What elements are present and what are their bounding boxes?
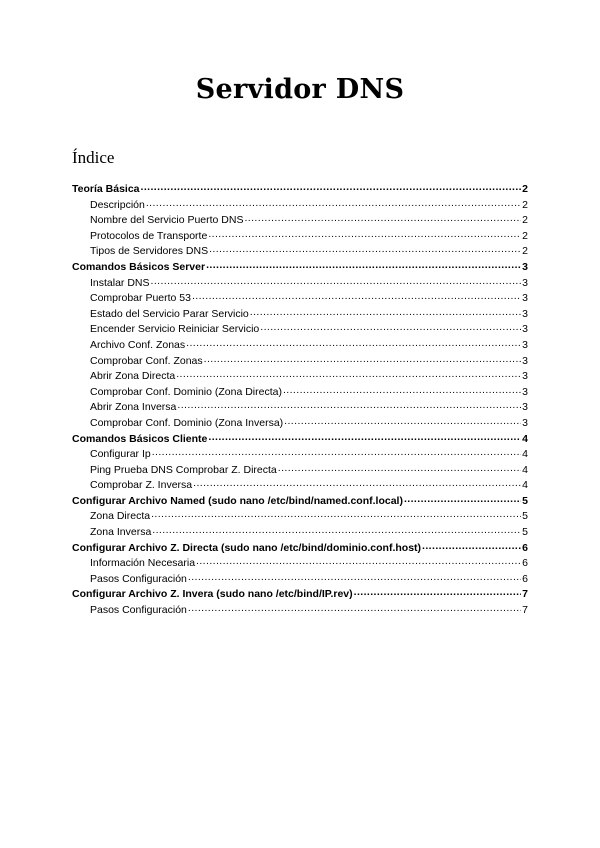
- toc-dot-leader: [206, 258, 521, 270]
- toc-subsection-link[interactable]: [72, 461, 528, 477]
- toc-page-number: 5: [522, 526, 528, 539]
- toc-dot-leader: [250, 305, 521, 317]
- toc-dot-leader: [354, 585, 522, 597]
- toc-subsection-link[interactable]: [72, 211, 528, 227]
- toc-page-number: 2: [522, 183, 528, 195]
- toc-entry-label: Información Necesaria: [90, 557, 196, 570]
- toc-entry-label: Configurar Archivo Z. Directa (sudo nano /etc/bind/dominio.conf.host): [72, 541, 422, 554]
- toc-subsection-link[interactable]: [72, 601, 528, 617]
- toc-section-link[interactable]: [72, 585, 528, 601]
- toc-page-number: 3: [522, 260, 528, 273]
- toc-entry-label: Comprobar Z. Inversa: [90, 479, 193, 492]
- toc-dot-leader: [283, 383, 521, 395]
- toc-dot-leader: [152, 445, 521, 457]
- toc-dot-leader: [208, 227, 521, 239]
- toc-page-number: 3: [522, 416, 528, 429]
- table-of-contents: [72, 180, 528, 617]
- toc-dot-leader: [208, 430, 521, 442]
- toc-subsection-link[interactable]: [72, 398, 528, 414]
- toc-dot-leader: [284, 414, 521, 426]
- toc-dot-leader: [188, 570, 521, 582]
- toc-subsection-link[interactable]: [72, 352, 528, 368]
- toc-dot-leader: [177, 398, 521, 410]
- toc-subsection-link[interactable]: [72, 289, 528, 305]
- toc-page-number: 6: [522, 541, 528, 554]
- toc-dot-leader: [260, 320, 521, 332]
- toc-entry-label: Zona Inversa: [90, 526, 152, 539]
- toc-entry-label: Abrir Zona Inversa: [90, 401, 177, 414]
- toc-page-number: 4: [522, 448, 528, 461]
- toc-entry-label: Comprobar Conf. Dominio (Zona Directa): [90, 385, 282, 398]
- toc-page-number: 7: [522, 604, 528, 617]
- toc-dot-leader: [209, 242, 521, 254]
- toc-section-link[interactable]: [72, 539, 528, 555]
- toc-entry-label: Archivo Conf. Zonas: [90, 338, 186, 351]
- toc-subsection-link[interactable]: [72, 554, 528, 570]
- toc-page-number: 5: [522, 510, 528, 523]
- toc-entry-label: Comprobar Puerto 53: [90, 292, 191, 305]
- toc-entry-label: Encender Servicio Reiniciar Servicio: [90, 323, 260, 336]
- toc-page-number: 4: [522, 432, 528, 445]
- toc-dot-leader: [151, 274, 522, 286]
- toc-entry-label: Tipos de Servidores DNS: [90, 245, 209, 258]
- toc-subsection-link[interactable]: [72, 242, 528, 258]
- toc-entry-label: Zona Directa: [90, 510, 151, 523]
- toc-page-number: 4: [522, 479, 528, 492]
- toc-entry-label: Configurar Ip: [90, 448, 151, 461]
- toc-dot-leader: [176, 367, 521, 379]
- toc-entry-label: Pasos Configuración: [90, 604, 187, 617]
- toc-page-number: 3: [522, 323, 528, 336]
- toc-entry-label: Comandos Básicos Cliente: [72, 432, 208, 445]
- toc-subsection-link[interactable]: [72, 336, 528, 352]
- toc-entry-label: Descripción: [90, 198, 145, 211]
- toc-dot-leader: [244, 211, 521, 223]
- document-title: Servidor DNS: [195, 74, 405, 105]
- toc-dot-leader: [192, 289, 521, 301]
- toc-page-number: 3: [522, 370, 528, 383]
- toc-page-number: 3: [522, 276, 528, 289]
- toc-entry-label: Ping Prueba DNS Comprobar Z. Directa: [90, 463, 277, 476]
- toc-page-number: 3: [522, 338, 528, 351]
- toc-subsection-link[interactable]: [72, 196, 528, 212]
- toc-entry-label: Teoría Básica: [72, 183, 140, 195]
- toc-page-number: 3: [522, 307, 528, 320]
- toc-dot-leader: [204, 352, 522, 364]
- toc-subsection-link[interactable]: [72, 445, 528, 461]
- index-heading: Índice: [72, 148, 115, 167]
- toc-entry-label: Comandos Básicos Server: [72, 260, 206, 273]
- toc-dot-leader: [196, 554, 521, 566]
- toc-page-number: 6: [522, 572, 528, 585]
- toc-entry-label: Nombre del Servicio Puerto DNS: [90, 214, 244, 227]
- toc-subsection-link[interactable]: [72, 367, 528, 383]
- toc-section-link[interactable]: [72, 492, 528, 508]
- toc-entry-label: Comprobar Conf. Zonas: [90, 354, 203, 367]
- toc-dot-leader: [141, 180, 522, 192]
- toc-page-number: 3: [522, 385, 528, 398]
- toc-dot-leader: [404, 492, 521, 504]
- toc-page-number: 5: [522, 494, 528, 507]
- toc-entry-label: Estado del Servicio Parar Servicio: [90, 307, 249, 320]
- toc-page-number: 6: [522, 557, 528, 570]
- toc-page-number: 2: [522, 198, 528, 211]
- toc-dot-leader: [278, 461, 521, 473]
- toc-page-number: 3: [522, 354, 528, 367]
- toc-subsection-link[interactable]: [72, 476, 528, 492]
- toc-entry-label: Protocolos de Transporte: [90, 229, 208, 242]
- toc-page-number: 2: [522, 245, 528, 258]
- toc-subsection-link[interactable]: [72, 383, 528, 399]
- toc-dot-leader: [422, 539, 521, 551]
- toc-section-link[interactable]: [72, 180, 528, 196]
- toc-dot-leader: [152, 523, 521, 535]
- toc-entry-label: Comprobar Conf. Dominio (Zona Inversa): [90, 416, 284, 429]
- toc-dot-leader: [151, 507, 521, 519]
- toc-dot-leader: [193, 476, 521, 488]
- toc-section-link[interactable]: [72, 258, 528, 274]
- toc-subsection-link[interactable]: [72, 507, 528, 523]
- toc-subsection-link[interactable]: [72, 274, 528, 290]
- toc-entry-label: Instalar DNS: [90, 276, 150, 289]
- toc-dot-leader: [146, 196, 521, 208]
- toc-dot-leader: [188, 601, 521, 613]
- toc-page-number: 3: [522, 401, 528, 414]
- toc-entry-label: Configurar Archivo Z. Invera (sudo nano /etc/bind/IP.rev): [72, 588, 353, 601]
- toc-page-number: 2: [522, 229, 528, 242]
- toc-section-link[interactable]: [72, 430, 528, 446]
- toc-page-number: 3: [522, 292, 528, 305]
- toc-subsection-link[interactable]: [72, 414, 528, 430]
- toc-subsection-link[interactable]: [72, 570, 528, 586]
- toc-subsection-link[interactable]: [72, 305, 528, 321]
- toc-entry-label: Pasos Configuración: [90, 572, 187, 585]
- toc-page-number: 4: [522, 463, 528, 476]
- toc-page-number: 2: [522, 214, 528, 227]
- toc-entry-label: Configurar Archivo Named (sudo nano /etc/bind/named.conf.local): [72, 494, 403, 507]
- toc-subsection-link[interactable]: [72, 227, 528, 243]
- toc-subsection-link[interactable]: [72, 320, 528, 336]
- toc-dot-leader: [186, 336, 521, 348]
- toc-page-number: 7: [522, 588, 528, 601]
- toc-entry-label: Abrir Zona Directa: [90, 370, 176, 383]
- toc-subsection-link[interactable]: [72, 523, 528, 539]
